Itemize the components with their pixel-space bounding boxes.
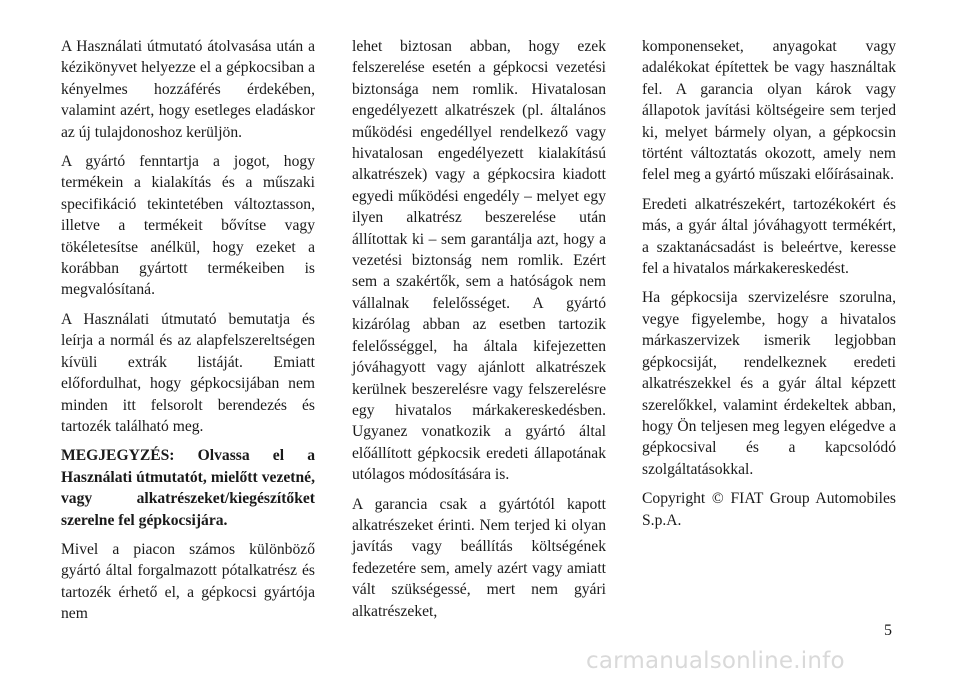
text-column-1 bbox=[61, 36, 315, 633]
paragraph: komponenseket, anyagokat vagy adalékokat építettek be vagy használtak fel. A garancia olyan károk vagy állapotok javítási költségeire sem terjed ki, melyet bármely olyan, a gépkocsin történt változtatás okozott, amely nem felel meg a gyártó műszaki előírásainak. bbox=[642, 38, 896, 184]
paragraph: Eredeti alkatrészekért, tartozékokért és más, a gyár által jóváhagyott termékért, a szaktanácsadást is beleértve, keresse fel a hivatalos márkakereskedést. bbox=[642, 195, 896, 278]
note-paragraph: MEGJEGYZÉS: Olvassa el a Használati útmutatót, mielőtt vezetné, vagy alkatrészeket/kiegészítőket szerelne fel gépkocsijára. bbox=[61, 447, 315, 529]
paragraph: Mivel a piacon számos különböző gyártó által forgalmazott pótalkatrész és tartozék érhető el, a gépkocsi gyártója nem bbox=[61, 540, 315, 623]
watermark-text: carmanualsonline.info bbox=[586, 648, 845, 674]
text-column-3 bbox=[642, 36, 896, 539]
text-column-2 bbox=[352, 36, 606, 630]
copyright-paragraph: Copyright © FIAT Group Automobiles S.p.A. bbox=[642, 490, 896, 529]
paragraph: Ha gépkocsija szervizelésre szorulna, vegye figyelembe, hogy a hivatalos márkaszervizek ismerik legjobban gépkocsiját, rendelkeznek eredeti alkatrészekkel és a gyár által képzett szerelőkkel, valamint érdekeltek abban, hogy Ön teljesen meg legyen elégedve a gépkocsival és a kapcsolódó szolgáltatásokkal. bbox=[642, 289, 896, 478]
paragraph: A gyártó fenntartja a jogot, hogy termékein a kialakítás és a műszaki specifikáció tekintetében változtasson, illetve a termékeit bővítse vagy tökéletesítse anélkül, hogy ezeket a korábban gyártott termékeiben is megvalósítaná. bbox=[61, 153, 315, 299]
paragraph: lehet biztosan abban, hogy ezek felszerelése esetén a gépkocsi vezetési biztonsága nem romlik. Hivatalosan engedélyezett alkatrészek (pl. általános működési engedéllyel rendelkező vagy hivatalosan engedélyezett kialakítású alkatrészek) vagy a gépkocsira kiadott egyedi működési engedély – melyet egy ilyen alkatrész beszerelése után állítottak ki – sem garantálja azt, hogy a vezetési biztonság nem romlik. Ezért sem a szakértők, sem a hatóságok nem vállalnak felelősséget. A gyártó kizárólag abban az esetben tartozik felelősséggel, ha általa kifejezetten jóváhagyott vagy ajánlott alkatrészek kerülnek beszerelésre vagy felszerelésre egy hivatalos márkakereskedésben. Ugyanez vonatkozik a gyártó által előállított gépkocsik eredeti állapotának utólagos módosítására is. bbox=[352, 38, 606, 484]
paragraph: A Használati útmutató átolvasása után a kézikönyvet helyezze el a gépkocsiban a kényelmes hozzáférés érdekében, valamint azért, hogy esetleges eladáskor az új tulajdonoshoz kerüljön. bbox=[61, 38, 315, 141]
page-number: 5 bbox=[884, 622, 892, 639]
paragraph: A Használati útmutató bemutatja és leírja a normál és az alapfelszereltségen kívüli extrák listáját. Emiatt előfordulhat, hogy gépkocsijában nem minden itt felsorolt berendezés és tartozék található meg. bbox=[61, 310, 315, 435]
paragraph: A garancia csak a gyártótól kapott alkatrészeket érinti. Nem terjed ki olyan javítás vagy beállítás költségének fedezetére sem, amely azért vagy amiatt vált szükségessé, mert nem gyári alkatrészeket, bbox=[352, 495, 606, 620]
